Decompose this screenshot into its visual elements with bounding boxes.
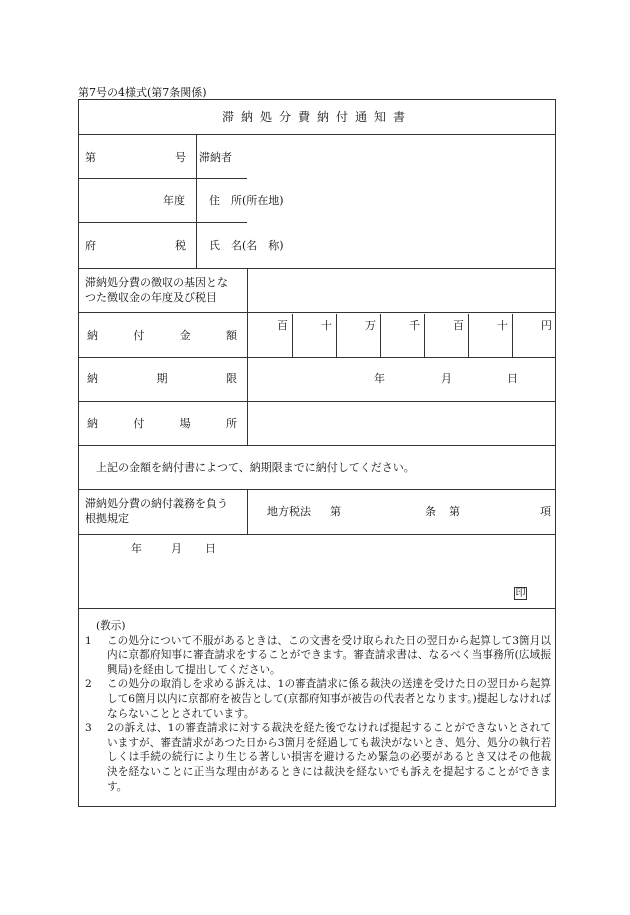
rule [79, 357, 555, 358]
paragraph-prefix: 第 [449, 505, 460, 518]
rule [196, 134, 197, 268]
basis-label-line1: 滞納処分費の徴収の基因とな [85, 276, 228, 289]
instruction-item [85, 634, 551, 678]
instruction-item [85, 721, 551, 794]
seal-mark: 印 [515, 588, 526, 599]
deadline-label-char: 納 [87, 372, 98, 385]
notice-text: 上記の金額を納付書によつて、納期限までに納付してください。 [96, 461, 415, 474]
address-label: 住 所(所在地) [209, 194, 284, 207]
instruction-number: 2 [85, 678, 92, 691]
instruction-item [85, 677, 551, 721]
amount-cell-hundred-million: 百 [277, 319, 288, 332]
basis-label-line2: つた徴収金の年度及び税目 [85, 291, 217, 304]
rule [79, 268, 555, 269]
deadline-label-char: 限 [226, 372, 237, 385]
amount-cell-hundred: 百 [424, 314, 468, 357]
rule [79, 401, 555, 402]
number-label: 第 [85, 151, 96, 164]
rule [79, 445, 555, 446]
place-label-char: 所 [225, 417, 237, 430]
instructions-heading: (教示) [96, 620, 126, 632]
form-caption: 第7号の4様式(第7条関係) [78, 86, 207, 99]
rule [79, 134, 555, 135]
rule [79, 312, 555, 313]
place-label-char: 付 [133, 417, 145, 430]
amount-cell-ten-million: 十 [292, 314, 336, 357]
number-suffix: 号 [175, 151, 186, 164]
issue-date-year: 年 [131, 542, 142, 555]
law-label-line1: 滞納処分費の納付義務を負う [85, 497, 228, 510]
rule [79, 534, 555, 535]
amount-cell-yen: 円 [512, 314, 556, 357]
amount-label-char: 額 [225, 329, 237, 342]
amount-label-char: 付 [133, 329, 145, 342]
amount-label-char: 金 [179, 329, 191, 342]
instruction-text: この処分の取消しを求める訴えは、1の審査請求に係る裁決の送達を受けた日の翌日から起算して6箇月以内に京都府を被告として(京都府知事が被告の代表者となります。)提起しなければならないこととされています。 [107, 678, 551, 720]
tax-label-right: 税 [175, 239, 186, 252]
law-name: 地方税法 [267, 505, 311, 518]
amount-label-char: 納 [87, 329, 98, 342]
issue-date-day: 日 [205, 542, 216, 555]
deadline-day: 日 [507, 372, 518, 385]
deadline-label-char: 期 [156, 372, 168, 385]
rule [247, 489, 248, 534]
rule [79, 489, 555, 490]
instructions [85, 619, 551, 794]
article-suffix: 条 [425, 505, 436, 518]
rule [79, 178, 247, 179]
notice-form [78, 99, 556, 807]
amount-label [87, 330, 237, 341]
deadline-year: 年 [374, 372, 385, 385]
fiscal-year-label: 年度 [163, 194, 185, 207]
deadline-label [87, 373, 237, 384]
deadline-month: 月 [441, 372, 452, 385]
form-title: 滞納処分費納付通知書 [221, 110, 412, 124]
rule [79, 608, 555, 609]
paragraph-suffix: 項 [540, 505, 551, 518]
law-label-line2: 根拠規定 [85, 512, 129, 525]
instruction-text: この処分について不服があるときは、この文書を受け取られた日の翌日から起算して3箇月以内に京都府知事に審査請求をすることができます。審査請求書は、なるべく当事務所(広域振興局)を経由して提出してください。 [107, 634, 551, 676]
place-label [87, 418, 237, 429]
tax-label-left: 府 [85, 239, 96, 252]
amount-cell-ten-thousand: 万 [336, 314, 380, 357]
name-label: 氏 名(名 称) [209, 239, 284, 252]
amount-cell-ten: 十 [468, 314, 512, 357]
article-prefix: 第 [330, 505, 341, 518]
issue-date-month: 月 [171, 542, 182, 555]
instruction-text: 2の訴えは、1の審査請求に対する裁決を経た後でなければ提起することができないとされていますが、審査請求があつた日から3箇月を経過しても裁決がないとき、処分、処分の執行若しくは手続の続行により生じる著しい損害を避けるため緊急の必要があるとき又はその他裁決を経ないことに正当な理由があるときには裁決を経ないでも訴えを提起することができます。 [107, 722, 551, 793]
place-label-char: 場 [179, 417, 191, 430]
instruction-number: 1 [85, 634, 92, 647]
place-label-char: 納 [87, 417, 98, 430]
delinquent-heading: 滞納者 [199, 151, 232, 164]
rule [79, 222, 247, 223]
instruction-number: 3 [85, 722, 92, 735]
amount-cell-thousand: 千 [380, 314, 424, 357]
